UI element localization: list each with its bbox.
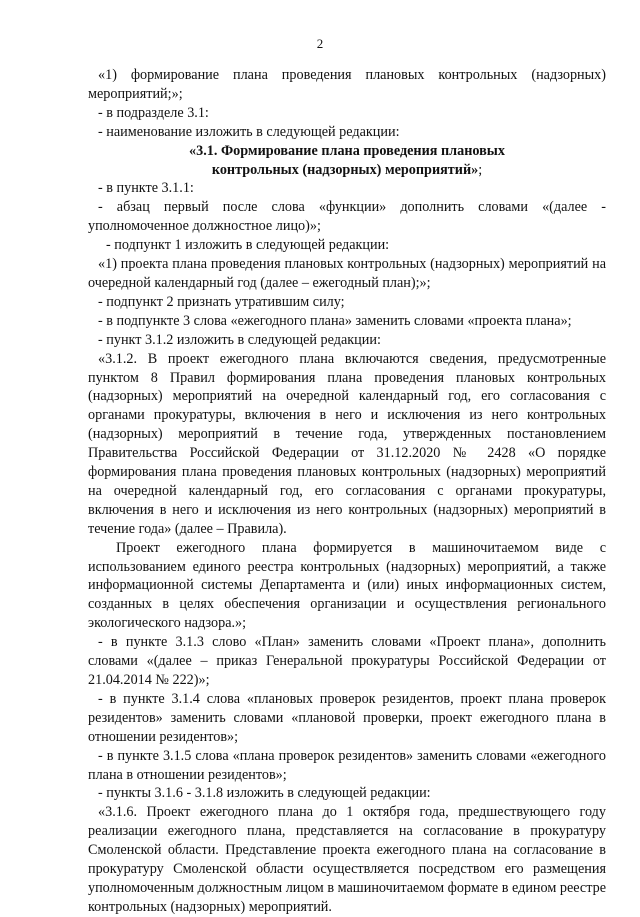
paragraph: «3.1.6. Проект ежегодного плана до 1 октября года, предшествующего году реализации ежегодного плана, представляется на согласование в прокуратуру Смоленской области. Представление проекта ежегодного плана на согласование в прокуратуру Смоленской области осуществляется посредством его размещения уполномоченным должностным лицом в машиночитаемом формате в едином реестре контрольных (надзорных) мероприятий. — [88, 804, 606, 915]
paragraph: - в пункте 3.1.4 слова «плановых проверок резидентов, проект плана проверок резидентов» заменить словами «плановой проверки, проект ежегодного плана в отношении резидентов»; — [88, 690, 606, 745]
paragraph: - в пункте 3.1.3 слово «План» заменить словами «Проект плана», дополнить словами «(далее – приказ Генеральной прокуратуры Российской Федерации от 21.04.2014 № 222)»; — [88, 634, 606, 688]
paragraph: - в пункте 3.1.1: — [98, 180, 194, 197]
section-heading-tail: ; — [478, 161, 483, 178]
paragraph: - в подпункте 3 слова «ежегодного плана» заменить словами «проекта плана»; — [98, 312, 572, 329]
paragraph: - подпункт 2 признать утратившим силу; — [98, 293, 345, 310]
paragraph: - наименование изложить в следующей редакции: — [98, 123, 400, 140]
paragraph: - пункты 3.1.6 - 3.1.8 изложить в следующей редакции: — [98, 785, 431, 802]
paragraph: - в подразделе 3.1: — [98, 104, 209, 121]
section-heading-line1: «3.1. Формирование плана проведения плановых — [189, 142, 505, 159]
paragraph: - подпункт 1 изложить в следующей редакции: — [106, 237, 390, 254]
paragraph: «1) проекта плана проведения плановых контрольных (надзорных) мероприятий на очередной календарный год (далее – ежегодный план);»; — [88, 256, 606, 291]
paragraph: «1) формирование плана проведения плановых контрольных (надзорных) мероприятий;»; — [88, 67, 606, 102]
section-heading — [88, 142, 606, 180]
paragraph: - пункт 3.1.2 изложить в следующей редакции: — [98, 331, 381, 348]
paragraph: «3.1.2. В проект ежегодного плана включаются сведения, предусмотренные пунктом 8 Правил формирования плана проведения плановых контрольных (надзорных) мероприятий на очередной календарный год, его согласования с органами прокуратуры, включения в него и исключения из него контрольных (надзорных) мероприятий в течение года, утвержденных постановлением Правительства Российской Федерации от 31.12.2020 № 2428 «О порядке формирования плана проведения плановых контрольных (надзорных) мероприятий на очередной календарный год, его согласования с органами прокуратуры, включения в него и исключения из него контрольных (надзорных) мероприятий в течение года» (далее – Правила). — [88, 350, 606, 537]
document-body — [88, 66, 606, 917]
paragraph: Проект ежегодного плана формируется в машиночитаемом виде с использованием единого реестра контрольных (надзорных) мероприятий, а также информационной системы Департамента и (или) иных информационных систем, созданных в целях обеспечения организации и осуществления регионального экологического надзора.»; — [88, 539, 606, 632]
paragraph: - абзац первый после слова «функции» дополнить словами «(далее - уполномоченное должностное лицо)»; — [88, 199, 606, 235]
page-number: 2 — [316, 36, 324, 51]
paragraph: - в пункте 3.1.5 слова «плана проверок резидентов» заменить словами «ежегодного плана в отношении резидентов»; — [88, 747, 606, 783]
section-heading-line2: контрольных (надзорных) мероприятий» — [211, 161, 479, 178]
